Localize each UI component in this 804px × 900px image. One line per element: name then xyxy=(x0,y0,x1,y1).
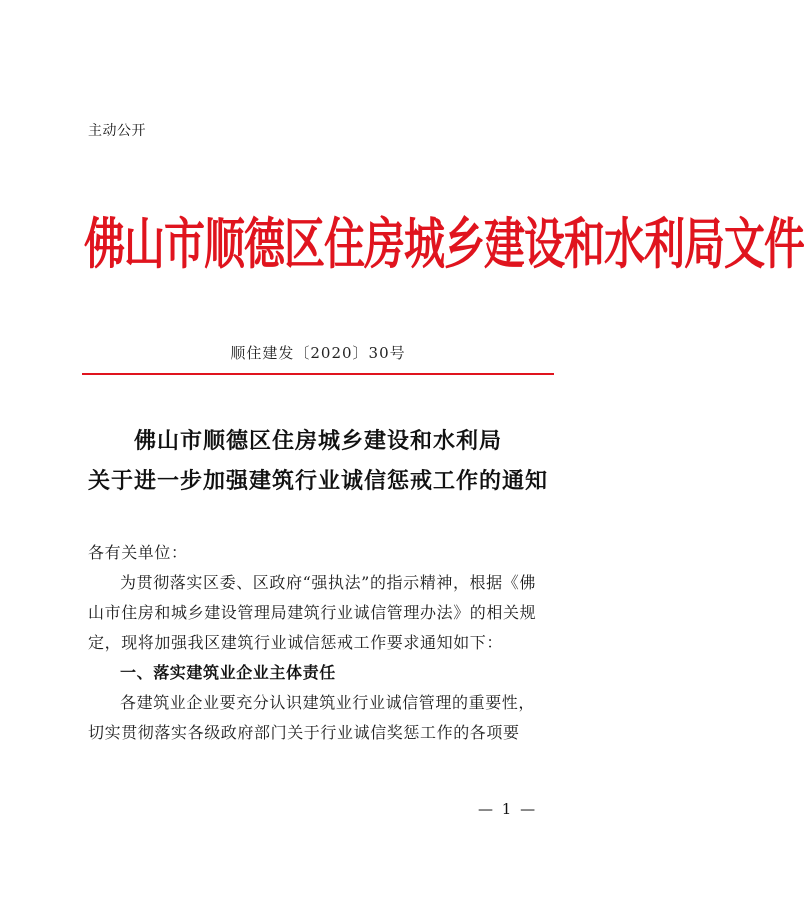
paragraph-2-line-1: 各建筑业企业要充分认识建筑业行业诚信管理的重要性， xyxy=(120,693,536,712)
disclosure-label: 主动公开 xyxy=(88,123,146,139)
red-separator-line xyxy=(82,373,554,375)
paragraph-2-line-2: 切实贯彻落实各级政府部门关于行业诚信奖惩工作的各项要 xyxy=(88,723,520,742)
paragraph-1-line-2: 山市住房和城乡建设管理局建筑行业诚信管理办法》的相关规 xyxy=(88,603,537,622)
page-number: — 1 — xyxy=(478,800,538,818)
notice-title-line-1: 佛山市顺德区住房城乡建设和水利局 xyxy=(133,428,502,454)
document-number: 顺住建发〔2020〕30号 xyxy=(230,344,406,362)
document-header-title: 佛山市顺德区住房城乡建设和水利局文件 xyxy=(84,211,804,277)
section-1-heading: 一、落实建筑业企业主体责任 xyxy=(120,663,336,682)
salutation: 各有关单位： xyxy=(88,543,188,562)
notice-title-line-2: 关于进一步加强建筑行业诚信惩戒工作的通知 xyxy=(87,468,548,494)
paragraph-1-line-1: 为贯彻落实区委、区政府“强执法”的指示精神，根据《佛 xyxy=(120,573,536,592)
paragraph-1-line-3: 定，现将加强我区建筑行业诚信惩戒工作要求通知如下： xyxy=(88,633,504,652)
